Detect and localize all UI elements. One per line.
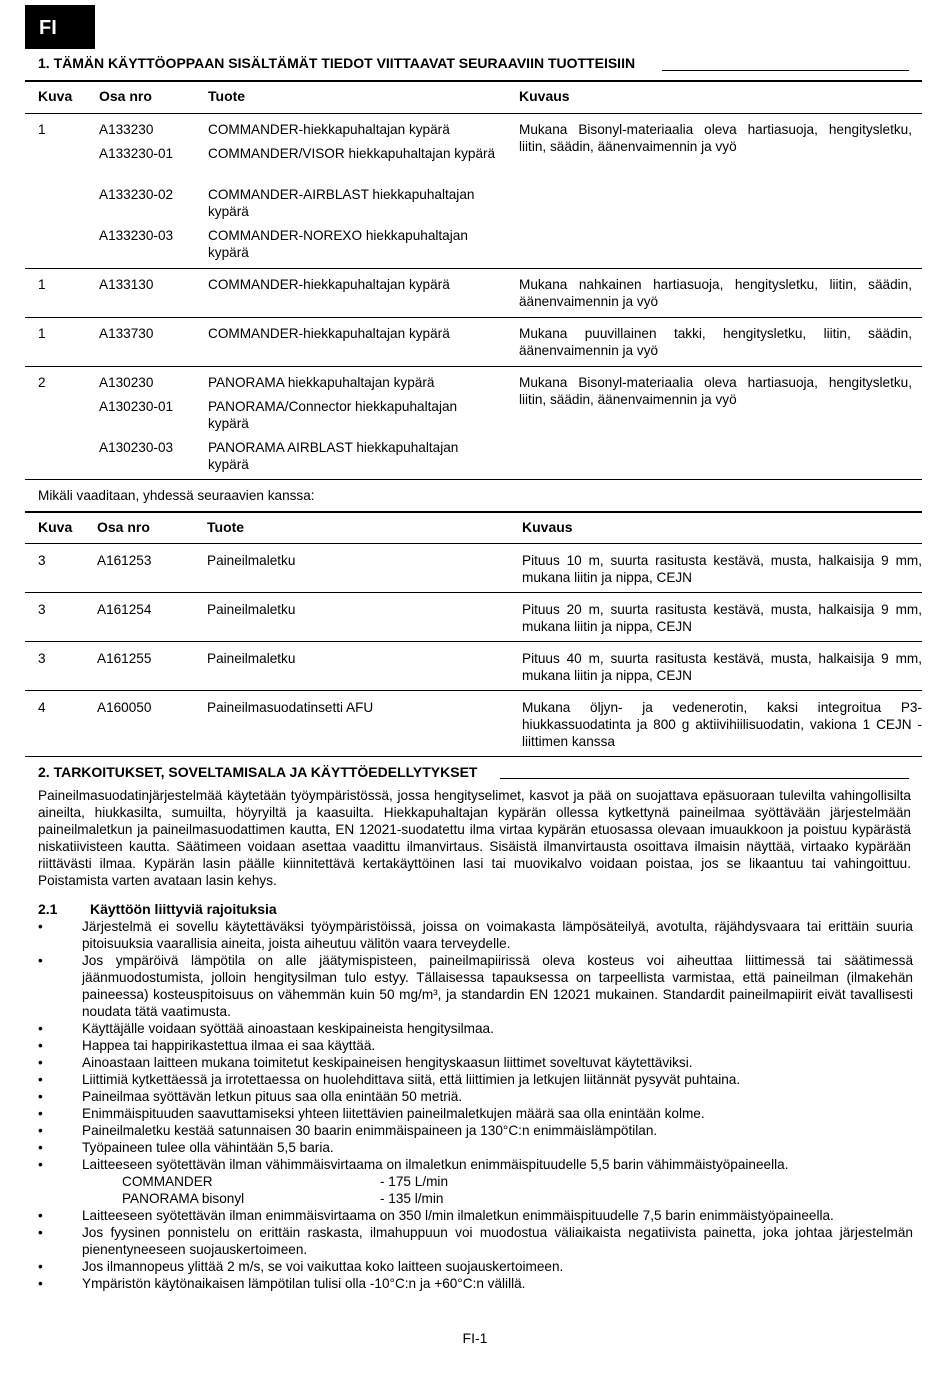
table-cell-tuote: COMMANDER-NOREXO hiekkapuhaltajan kypärä <box>208 228 468 260</box>
table-cell-tuote: Paineilmaletku <box>207 651 296 666</box>
table-cell-kuvaus: Pituus 40 m, suurta rasitusta kestävä, musta, halkaisija 9 mm, mukana liitin ja nippa, CEJN <box>522 651 922 683</box>
restrictions-list <box>38 918 913 1292</box>
table2-header-osa: Osa nro <box>97 519 150 535</box>
table-cell-osa: A133230-02 <box>99 187 174 202</box>
flow-row <box>38 1190 913 1207</box>
table-cell-tuote: PANORAMA AIRBLAST hiekkapuhaltajan kypärä <box>208 440 459 472</box>
table1-header-tuote: Tuote <box>208 88 246 104</box>
table1-header-kuvaus: Kuvaus <box>519 88 570 104</box>
list-item: • Ainoastaan laitteen mukana toimitetut keskipaineisen hengityskaasun liittimet soveltuvat käytettäviksi. <box>38 1055 693 1070</box>
flow-row-value: - 135 l/min <box>380 1191 444 1206</box>
table1-header-rule <box>25 113 922 114</box>
table-cell-kuvaus: Mukana Bisonyl-materiaalia oleva hartiasuoja, hengitysletku, liitin, säädin, äänenvaimennin ja vyö <box>519 375 912 407</box>
table-cell-tuote: PANORAMA/Connector hiekkapuhaltajan kypärä <box>208 399 458 431</box>
table-cell-osa: A130230-03 <box>99 440 174 455</box>
table-cell-osa: A161254 <box>97 602 152 617</box>
table2-bottom-rule <box>25 756 922 757</box>
table-row-rule <box>25 268 922 269</box>
flow-row <box>38 1173 913 1190</box>
section-1-title: 1. TÄMÄN KÄYTTÖOPPAAN SISÄLTÄMÄT TIEDOT VIITTAAVAT SEURAAVIIN TUOTTEISIIN <box>38 55 636 71</box>
table-cell-kuva: 4 <box>38 700 46 715</box>
table-cell-osa: A133230-03 <box>99 228 174 243</box>
table2-header-tuote: Tuote <box>207 519 245 535</box>
table-cell-tuote: COMMANDER-hiekkapuhaltajan kypärä <box>208 326 450 341</box>
list-item: • Paineilmaletku kestää satunnaisen 30 baarin enimmäispaineen ja 130°C:n enimmäislämpötilan. <box>38 1123 658 1138</box>
table-cell-kuva: 1 <box>38 326 46 341</box>
language-tab: FI <box>25 5 95 49</box>
table-cell-tuote: Paineilmaletku <box>207 602 296 617</box>
table-cell-tuote: Paineilmaletku <box>207 553 296 568</box>
list-item: • Laitteeseen syötettävän ilman vähimmäisvirtaama on ilmaletkun enimmäispituudelle 5,5 barin vähimmäistyöpaineella. <box>38 1157 789 1172</box>
table-cell-osa: A133230-01 <box>99 146 174 161</box>
list-item: • Jos ympäröivä lämpötila on alle jäätymispisteen, paineilmapiirissä oleva kosteus voi aiheuttaa liittimessä tai säätimessä jäänmuodostumista, jolloin hengitysilman tulo estyy. Tällaisessa tapauksessa on tarpeellista varmistaa, että paineilman (ilmakehän paineessa) kosteuspitoisuus on vähemmän kuin 50 mg/m³, ja standardin EN 12021 mukainen. Standardit paineilmapiirit eivät tavallisesti noudata tätä vaatimusta. <box>38 953 913 1019</box>
list-item: • Happea tai happirikastettua ilmaa ei saa käyttää. <box>38 1038 376 1053</box>
table-cell-tuote: Paineilmasuodatinsetti AFU <box>207 700 374 715</box>
table-cell-osa: A133130 <box>99 277 154 292</box>
table-cell-osa: A130230-01 <box>99 399 174 414</box>
table-note: Mikäli vaaditaan, yhdessä seuraavien kanssa: <box>38 488 315 503</box>
flow-row-name: COMMANDER <box>122 1174 213 1189</box>
table-cell-kuva: 2 <box>38 375 46 390</box>
table1-header-osa: Osa nro <box>99 88 152 104</box>
list-item: • Jos ilmannopeus ylittää 2 m/s, se voi vaikuttaa koko laitteen suojauskertoimeen. <box>38 1259 564 1274</box>
table-cell-kuva: 1 <box>38 122 46 137</box>
subsection-title <box>38 901 277 917</box>
table-cell-tuote: PANORAMA hiekkapuhaltajan kypärä <box>208 375 435 390</box>
list-item: • Jos fyysinen ponnistelu on erittäin raskasta, ilmahuppuun voi muodostua väliaikaista negatiivista painetta, joka johtaa järjestelmän pienentyneeseen suojauskertoimeen. <box>38 1225 913 1257</box>
list-item: • Työpaineen tulee olla vähintään 5,5 baria. <box>38 1140 334 1155</box>
list-item: • Liittimiä kytkettäessä ja irrotettaessa on huolehdittava siitä, että liittimien ja letkujen liitännät pysyvät puhtaina. <box>38 1072 741 1087</box>
subsection-label: Käyttöön liittyviä rajoituksia <box>90 901 277 917</box>
list-item: • Enimmäispituuden saavuttamiseksi yhteen liitettävien paineilmaletkujen määrä saa olla enintään kolme. <box>38 1106 705 1121</box>
subsection-number: 2.1 <box>38 901 58 917</box>
table-cell-tuote: COMMANDER/VISOR hiekkapuhaltajan kypärä <box>208 146 496 161</box>
list-item: • Järjestelmä ei sovellu käytettäväksi työympäristöissä, joissa on voimakasta lämpösäteilyä, avotulta, räjähdysvaara tai erittäin suuria pitoisuuksia vaarallisia aineita, joista aiheutuu välitön vaara terveydelle. <box>38 919 913 951</box>
table-cell-tuote: COMMANDER-AIRBLAST hiekkapuhaltajan kypärä <box>208 187 475 219</box>
table-cell-osa: A130230 <box>99 375 154 390</box>
list-item: • Käyttäjälle voidaan syöttää ainoastaan keskipaineista hengitysilmaa. <box>38 1021 494 1036</box>
table2-header-kuva: Kuva <box>38 519 73 535</box>
section-2-paragraph: Paineilmasuodatinjärjestelmää käytetään työympäristössä, jossa hengityselimet, kasvot ja pää on suojattava epäsuoraan tulevilta vahingollisilta aineilta, hiukkasilta, sumuilta, höyryiltä ja kaasuilta. Hiekkapuhaltajan kypärän ollessa kytkettynä paineilmaa syöttävään järjestelmään paineilmaletkun ja paineilmasuodattimen kautta, EN 12021-suodatettu ilma virtaa kypärän etuosassa olevaan imuaukkoon ja poistuu kypärästä niskatiivisteen kautta. Säätimeen voidaan asettaa vaadittu ilmanvirtaus. Sisäistä ilmanvirtausta osoittava ilmaisin näyttää, virtaako kypärään riittävästi ilmaa. Kypärän lasin päälle kiinnitettävä kertakäyttöinen lasi tai muovikalvo voidaan poistaa, jos se likaantuu tai vahingoittuu. Poistamista varten avataan lasin kehys. <box>38 788 911 888</box>
table-cell-kuvaus: Mukana öljyn- ja vedenerotin, kaksi integroitua P3-hiukkassuodatinta ja 800 g aktiivihiilisuodatin, vakiona 1 CEJN -liittimen kanssa <box>522 700 922 749</box>
table-row-rule <box>25 592 922 593</box>
table-cell-kuvaus: Pituus 10 m, suurta rasitusta kestävä, musta, halkaisija 9 mm, mukana liitin ja nippa, CEJN <box>522 553 922 585</box>
table-cell-osa: A160050 <box>97 700 152 715</box>
table-cell-kuva: 3 <box>38 602 46 617</box>
table-row-rule <box>25 479 922 480</box>
list-item: • Paineilmaa syöttävän letkun pituus saa olla enintään 50 metriä. <box>38 1089 463 1104</box>
table-cell-kuvaus: Mukana Bisonyl-materiaalia oleva hartiasuoja, hengitysletku, liitin, säädin, äänenvaimennin ja vyö <box>519 122 912 154</box>
flow-row-name: PANORAMA bisonyl <box>122 1191 245 1206</box>
table-row-rule <box>25 317 922 318</box>
table1-header-kuva: Kuva <box>38 88 73 104</box>
table-row-rule <box>25 690 922 691</box>
table1-top-rule <box>25 80 922 82</box>
page-number: FI-1 <box>462 1330 488 1346</box>
table-row-rule <box>25 641 922 642</box>
list-item: • Laitteeseen syötettävän ilman enimmäisvirtaama on 350 l/min ilmaletkun enimmäispituudelle 7,5 barin enimmäistyöpaineella. <box>38 1208 834 1223</box>
table-cell-kuva: 3 <box>38 553 46 568</box>
table-cell-tuote: COMMANDER-hiekkapuhaltajan kypärä <box>208 277 450 292</box>
table-cell-osa: A133730 <box>99 326 154 341</box>
table-cell-kuvaus: Mukana nahkainen hartiasuoja, hengitysletku, liitin, säädin, äänenvaimennin ja vyö <box>519 277 912 309</box>
table2-header-rule <box>25 543 922 544</box>
flow-row-value: - 175 L/min <box>380 1174 449 1189</box>
table-cell-kuva: 3 <box>38 651 46 666</box>
table-cell-osa: A161253 <box>97 553 152 568</box>
list-item: • Ympäristön käytönaikaisen lämpötilan tulisi olla -10°C:n ja +60°C:n välillä. <box>38 1276 526 1291</box>
table-cell-osa: A133230 <box>99 122 154 137</box>
title-underline <box>662 70 909 71</box>
table-row-rule <box>25 366 922 367</box>
table-cell-kuva: 1 <box>38 277 46 292</box>
section-2-title: 2. TARKOITUKSET, SOVELTAMISALA JA KÄYTTÖEDELLYTYKSET <box>38 764 478 780</box>
table2-header-kuvaus: Kuvaus <box>522 519 573 535</box>
table-cell-tuote: COMMANDER-hiekkapuhaltajan kypärä <box>208 122 450 137</box>
table-cell-kuvaus: Pituus 20 m, suurta rasitusta kestävä, musta, halkaisija 9 mm, mukana liitin ja nippa, CEJN <box>522 602 922 634</box>
title-underline <box>500 778 909 779</box>
table2-top-rule <box>25 511 922 513</box>
table-cell-osa: A161255 <box>97 651 152 666</box>
table-cell-kuvaus: Mukana puuvillainen takki, hengitysletku, liitin, säädin, äänenvaimennin ja vyö <box>519 326 912 358</box>
